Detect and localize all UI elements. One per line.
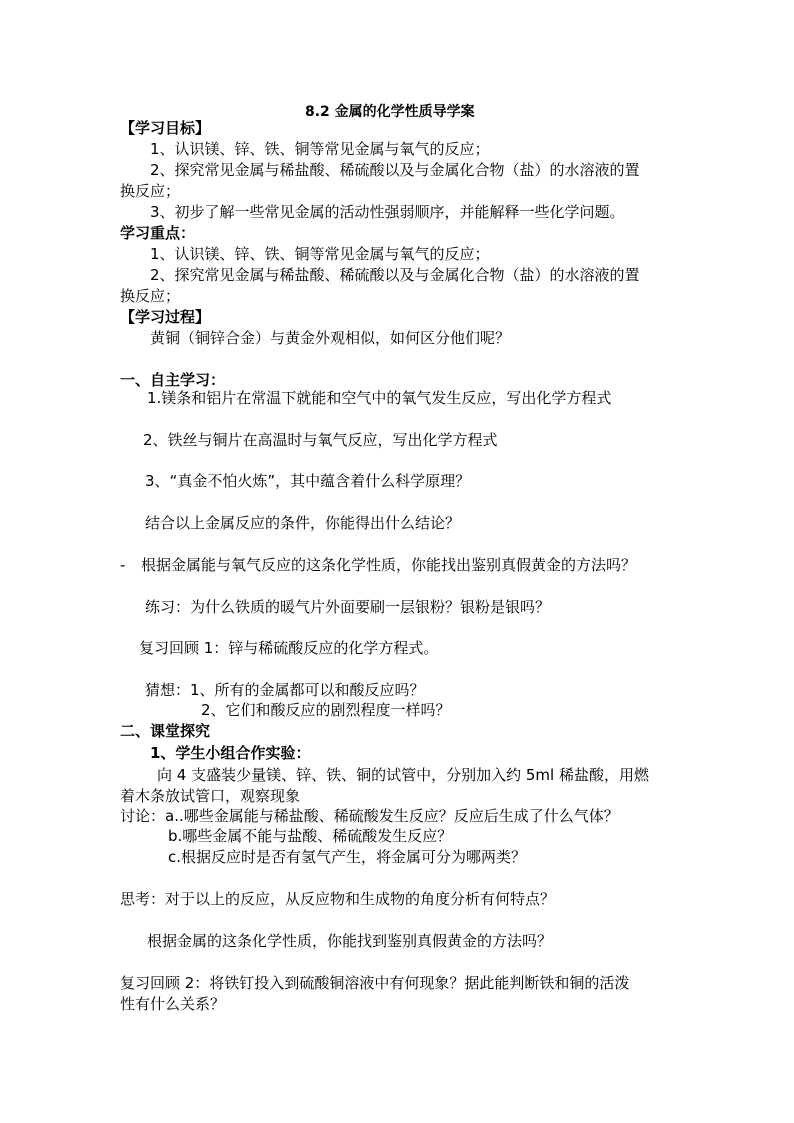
group-experiment-heading: 1、学生小组合作实验： [150,744,311,762]
document-title: 8.2 金属的化学性质导学案 [305,104,475,120]
identify-gold-question-2: 根据金属的这条化学性质，你能找到鉴别真假黄金的方法吗？ [147,932,553,950]
section-class-inquiry: 二、课堂探究 [120,722,211,740]
think-question: 思考：对于以上的反应，从反应物和生成物的角度分析有何特点？ [120,890,556,908]
goal-2: 2、探究常见金属与稀盐酸、稀硫酸以及与金属化合物（盐）的水溶液的置 [150,161,640,179]
goal-2-cont: 换反应； [120,182,181,200]
guess-2: 2、它们和酸反应的剧烈程度一样吗？ [201,701,451,719]
guess-1: 猜想：1、所有的金属都可以和酸反应吗？ [145,681,425,699]
review-2: 复习回顾 2：将铁钉投入到硫酸铜溶液中有何现象？据此能判断铁和铜的活泼 [120,974,630,992]
discussion-b: b.哪些金属不能与盐酸、稀硫酸发生反应？ [168,827,453,845]
list-dash: - [120,556,126,574]
heading-learning-goals: 【学习目标】 [120,119,211,137]
identify-gold-question-1: 根据金属能与氧气反应的这条化学性质，你能找出鉴别真假黄金的方法吗？ [141,556,637,574]
self-study-1: 1.镁条和铝片在常温下就能和空气中的氧气发生反应，写出化学方程式 [147,389,612,407]
review-1: 复习回顾 1：锌与稀硫酸反应的化学方程式。 [139,639,439,657]
goal-1: 1、认识镁、锌、铁、铜等常见金属与氧气的反应； [150,140,490,158]
experiment-text: 向 4 支盛装少量镁、锌、铁、铜的试管中，分别加入约 5ml 稀盐酸，用燃 [157,766,649,784]
heading-learning-process: 【学习过程】 [120,308,211,326]
intro-question: 黄铜（铜锌合金）与黄金外观相似，如何区分他们呢？ [150,329,511,347]
discussion-c: c.根据反应时是否有氢气产生，将金属可分为哪两类？ [168,848,527,866]
self-study-2: 2、铁丝与铜片在高温时与氧气反应，写出化学方程式 [143,431,498,449]
review-2-cont: 性有什么关系？ [120,995,226,1013]
experiment-text-cont: 着木条放试管口，观察现象 [120,787,301,805]
key-point-2: 2、探究常见金属与稀盐酸、稀硫酸以及与金属化合物（盐）的水溶液的置 [150,266,640,284]
key-point-2-cont: 换反应； [120,287,181,305]
goal-3: 3、初步了解一些常见金属的活动性强弱顺序，并能解释一些化学问题。 [150,203,625,221]
key-point-1: 1、认识镁、锌、铁、铜等常见金属与氧气的反应； [150,245,490,263]
self-study-3: 3、“真金不怕火炼”，其中蕴含着什么科学原理？ [145,472,471,490]
heading-key-points: 学习重点： [120,224,196,242]
section-self-study: 一、自主学习： [120,371,226,389]
conclusion-question: 结合以上金属反应的条件，你能得出什么结论？ [145,514,461,532]
exercise: 练习：为什么铁质的暖气片外面要刷一层银粉？银粉是银吗？ [145,598,551,616]
discussion-a: 讨论：a..哪些金属能与稀盐酸、稀硫酸发生反应？反应后生成了什么气体？ [120,807,619,825]
